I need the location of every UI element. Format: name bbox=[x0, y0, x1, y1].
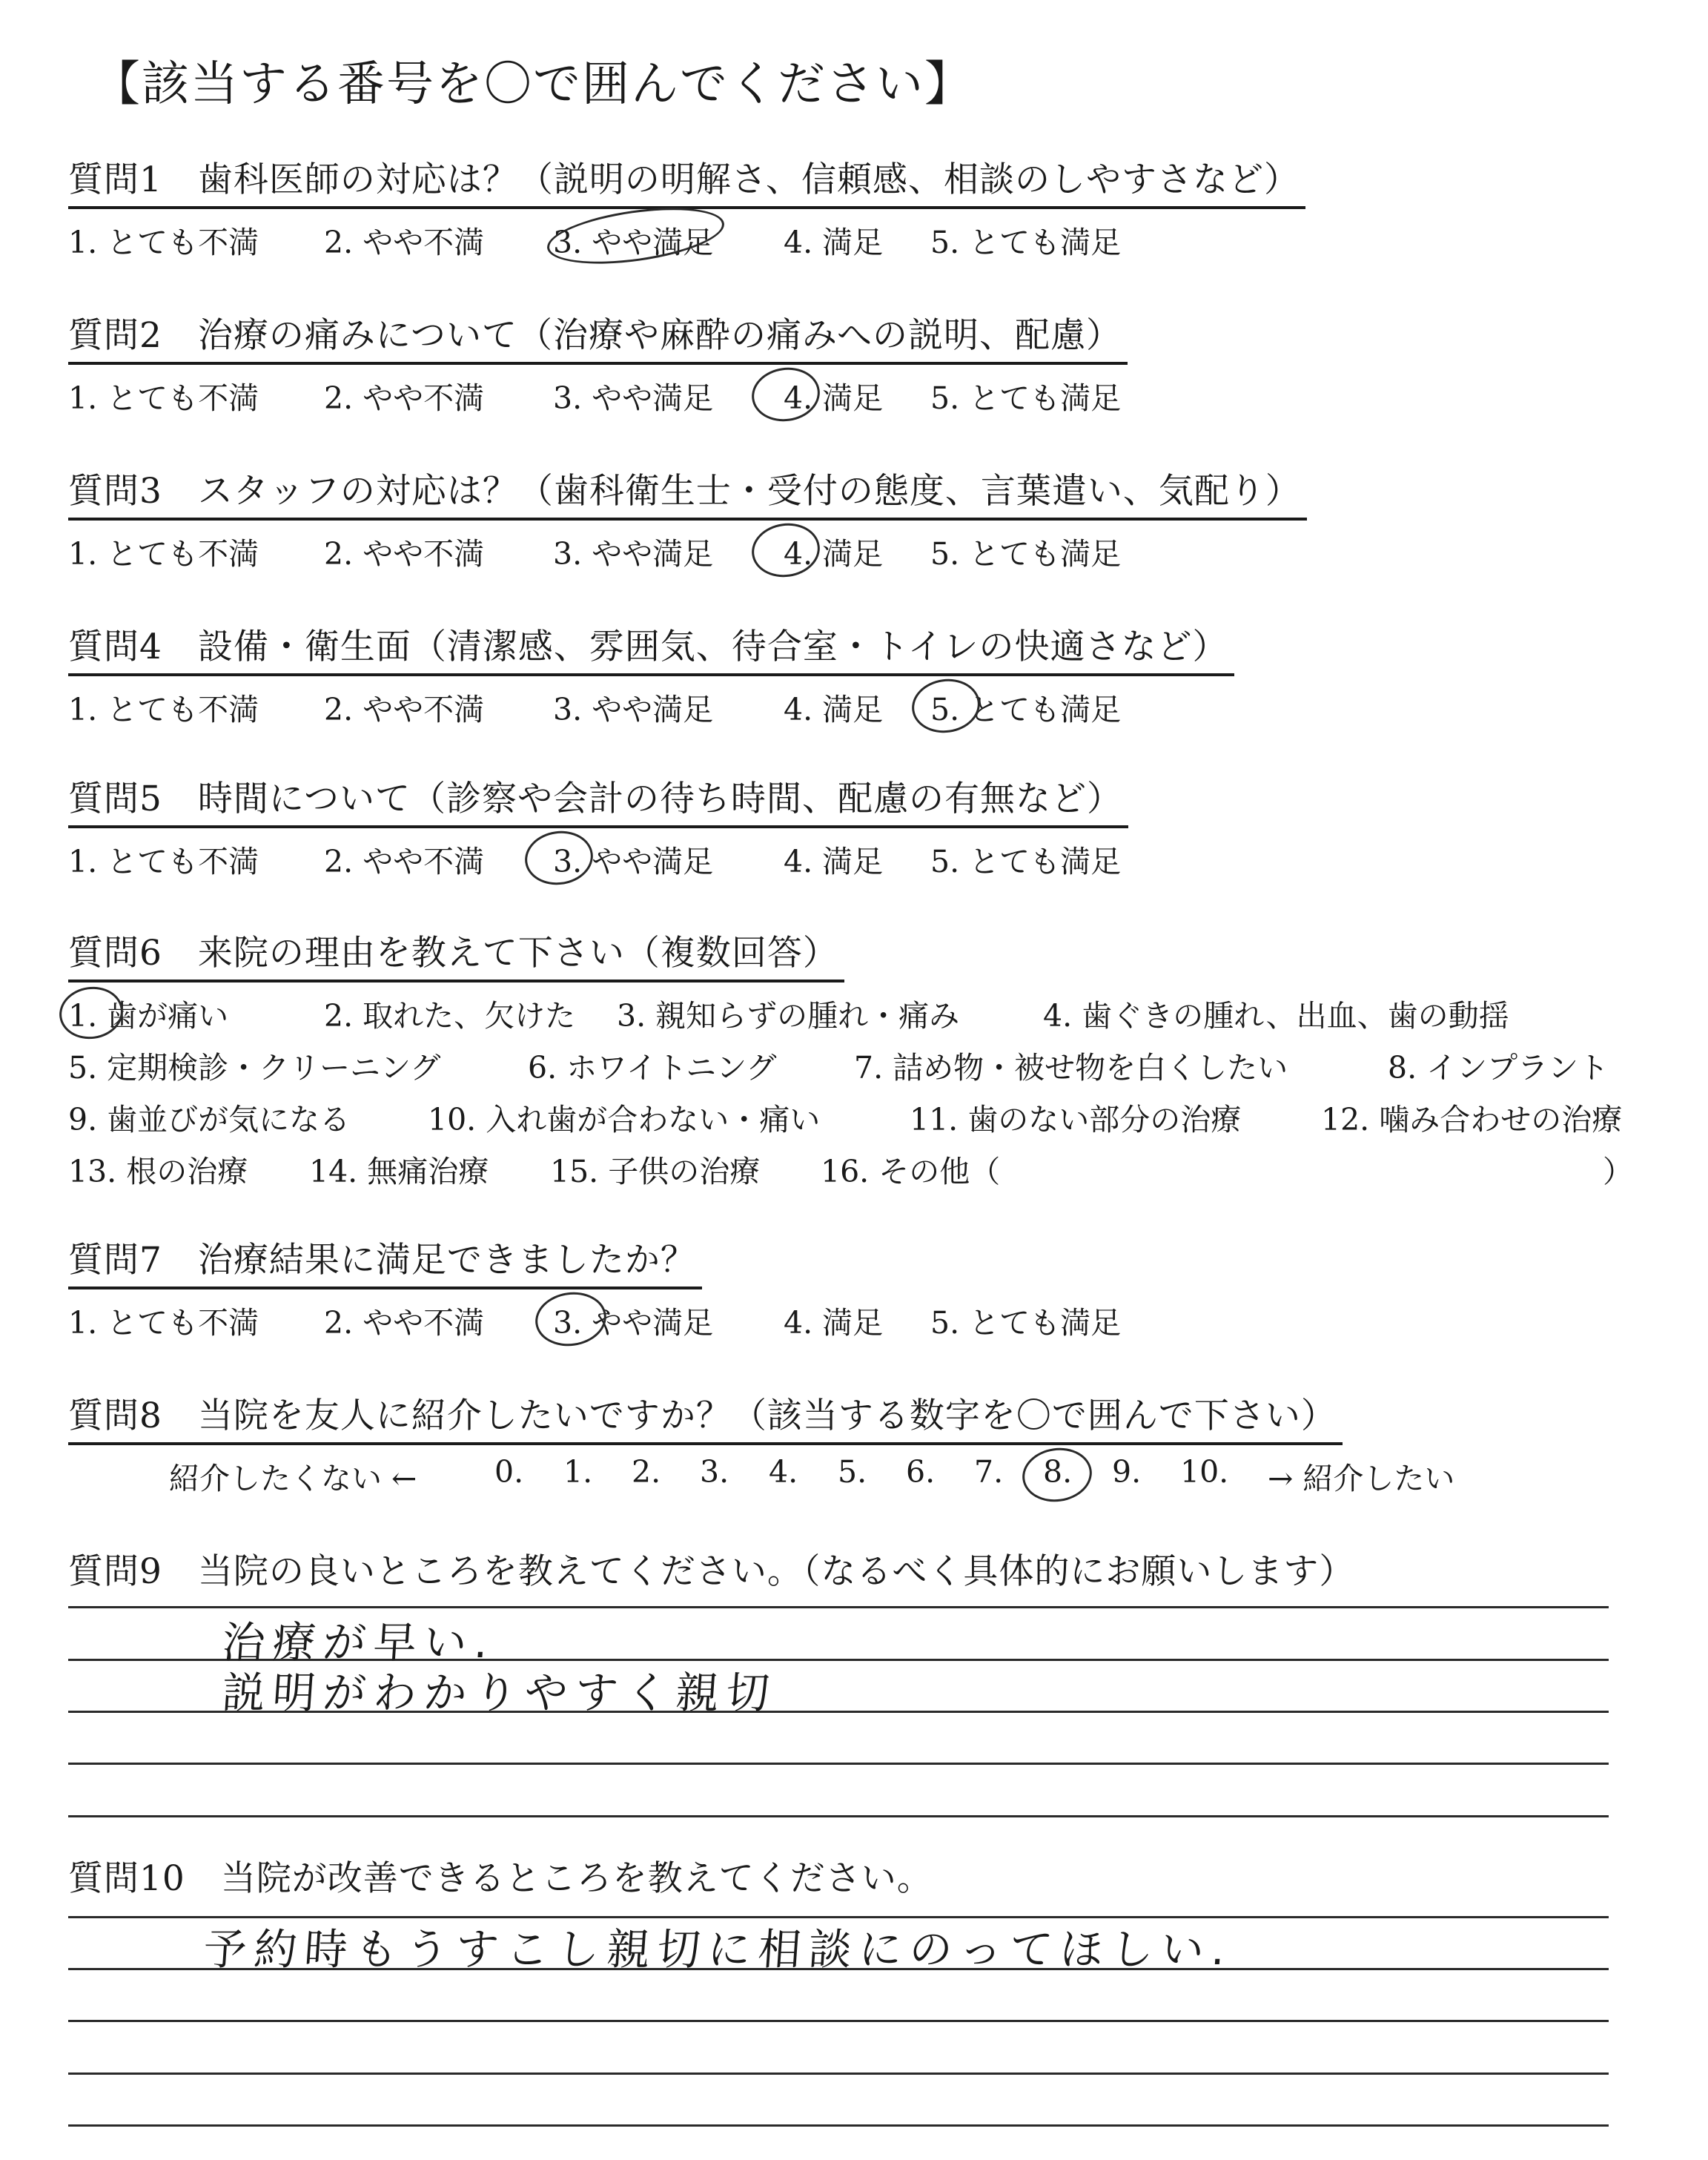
other-close-paren: ） bbox=[1603, 1154, 1633, 1189]
question-3 bbox=[68, 463, 1307, 581]
reason-option[interactable]: 12. 噛み合わせの治療 bbox=[1321, 1102, 1623, 1137]
question-text: スタッフの対応は？（歯科衛生士・受付の態度、言葉遣い、気配り） bbox=[197, 471, 1301, 512]
question-text: 時間について（診察や会計の待ち時間、配慮の有無など） bbox=[197, 779, 1122, 819]
handwritten-answer: 治療が早い. bbox=[220, 1617, 497, 1668]
question-text: 来院の理由を教えて下さい（複数回答） bbox=[197, 933, 838, 974]
question-title bbox=[68, 1232, 702, 1289]
question-number: 質問5 bbox=[68, 779, 162, 819]
choice-2[interactable]: 2. やや不満 bbox=[324, 1305, 485, 1341]
question-title bbox=[68, 308, 1128, 365]
scale-option[interactable]: 4. bbox=[769, 1454, 798, 1490]
scale-option[interactable]: 5. bbox=[838, 1454, 867, 1490]
question-5 bbox=[68, 771, 1128, 889]
question-title bbox=[68, 152, 1305, 209]
choice-3[interactable]: 3. やや満足 bbox=[553, 844, 714, 879]
choice-3[interactable]: 3. やや満足 bbox=[553, 1305, 714, 1341]
choice-row bbox=[68, 374, 1128, 426]
choice-1[interactable]: 1. とても不満 bbox=[68, 536, 259, 572]
question-7 bbox=[68, 1232, 1122, 1350]
question-title bbox=[68, 1851, 939, 1905]
scale-left-label: 紹介したくない ← bbox=[169, 1461, 417, 1496]
choice-1[interactable]: 1. とても不満 bbox=[68, 844, 259, 879]
answer-line bbox=[68, 2124, 1609, 2127]
choice-1[interactable]: 1. とても不満 bbox=[68, 225, 259, 260]
question-text: 当院を友人に紹介したいですか？（該当する数字を〇で囲んで下さい） bbox=[197, 1396, 1337, 1436]
choice-2[interactable]: 2. やや不満 bbox=[324, 536, 485, 572]
choice-1[interactable]: 1. とても不満 bbox=[68, 380, 259, 416]
answer-line bbox=[68, 2020, 1609, 2022]
reason-options bbox=[68, 991, 1633, 1199]
question-number: 質問3 bbox=[68, 471, 162, 512]
question-title bbox=[68, 463, 1307, 521]
choice-5[interactable]: 5. とても満足 bbox=[930, 1305, 1122, 1341]
choice-1[interactable]: 1. とても不満 bbox=[68, 692, 259, 727]
choice-3[interactable]: 3. やや満足 bbox=[553, 380, 714, 416]
circle-mark bbox=[543, 199, 727, 274]
choice-5[interactable]: 5. とても満足 bbox=[930, 844, 1122, 879]
question-number: 質問4 bbox=[68, 627, 162, 667]
reason-option[interactable]: 1. 歯が痛い bbox=[68, 998, 229, 1034]
reason-option[interactable]: 14. 無痛治療 bbox=[309, 1154, 489, 1189]
question-text: 当院の良いところを教えてください。（なるべく具体的にお願いします） bbox=[197, 1551, 1355, 1592]
question-title bbox=[68, 619, 1234, 676]
scale-option[interactable]: 8. bbox=[1043, 1454, 1073, 1490]
choice-4[interactable]: 4. 満足 bbox=[784, 844, 884, 879]
choice-row bbox=[68, 837, 1128, 889]
reason-option[interactable]: 11. 歯のない部分の治療 bbox=[910, 1102, 1242, 1137]
reason-option[interactable]: 5. 定期検診・クリーニング bbox=[68, 1050, 441, 1086]
question-text: 当院が改善できるところを教えてください。 bbox=[220, 1858, 933, 1899]
question-title bbox=[68, 771, 1128, 828]
question-number: 質問8 bbox=[68, 1396, 162, 1436]
reason-option[interactable]: 7. 詰め物・被せ物を白くしたい bbox=[854, 1050, 1288, 1086]
reason-option[interactable]: 16. その他（ bbox=[821, 1154, 1001, 1189]
choice-3[interactable]: 3. やや満足 bbox=[553, 225, 714, 260]
scale-option[interactable]: 7. bbox=[974, 1454, 1004, 1490]
question-number: 質問1 bbox=[68, 159, 162, 200]
choice-4[interactable]: 4. 満足 bbox=[784, 536, 884, 572]
reason-option[interactable]: 15. 子供の治療 bbox=[550, 1154, 761, 1189]
answer-line bbox=[68, 1763, 1609, 1765]
question-number: 質問10 bbox=[68, 1858, 185, 1899]
scale-option[interactable]: 9. bbox=[1112, 1454, 1142, 1490]
question-9 bbox=[68, 1544, 1360, 1598]
circle-mark bbox=[1019, 1444, 1095, 1506]
choice-row bbox=[68, 218, 1305, 270]
recommend-scale bbox=[68, 1454, 1455, 1506]
question-8 bbox=[68, 1388, 1455, 1506]
choice-4[interactable]: 4. 満足 bbox=[784, 225, 884, 260]
question-4 bbox=[68, 619, 1234, 737]
question-number: 質問6 bbox=[68, 933, 162, 974]
scale-option[interactable]: 2. bbox=[632, 1454, 661, 1490]
scale-option[interactable]: 10. bbox=[1180, 1454, 1229, 1490]
choice-2[interactable]: 2. やや不満 bbox=[324, 844, 485, 879]
question-text: 歯科医師の対応は？（説明の明解さ、信頼感、相談のしやすさなど） bbox=[197, 159, 1300, 200]
choice-5[interactable]: 5. とても満足 bbox=[930, 380, 1122, 416]
reason-option[interactable]: 8. インプラント bbox=[1388, 1050, 1609, 1086]
choice-4[interactable]: 4. 満足 bbox=[784, 692, 884, 727]
choice-4[interactable]: 4. 満足 bbox=[784, 1305, 884, 1341]
question-text: 設備・衛生面（清潔感、雰囲気、待合室・トイレの快適さなど） bbox=[197, 627, 1228, 667]
question-text: 治療の痛みについて（治療や麻酔の痛みへの説明、配慮） bbox=[197, 315, 1122, 356]
choice-3[interactable]: 3. やや満足 bbox=[553, 536, 714, 572]
page-header: 【該当する番号を〇で囲んでください】 bbox=[93, 57, 973, 112]
question-text: 治療結果に満足できましたか？ bbox=[197, 1240, 696, 1281]
reason-option[interactable]: 4. 歯ぐきの腫れ、出血、歯の動揺 bbox=[1043, 998, 1509, 1034]
scale-option[interactable]: 0. bbox=[494, 1454, 524, 1490]
scale-right-label: → 紹介したい bbox=[1268, 1461, 1455, 1496]
choice-5[interactable]: 5. とても満足 bbox=[930, 225, 1122, 260]
choice-2[interactable]: 2. やや不満 bbox=[324, 380, 485, 416]
question-title bbox=[68, 1544, 1360, 1598]
choice-3[interactable]: 3. やや満足 bbox=[553, 692, 714, 727]
reason-option[interactable]: 6. ホワイトニング bbox=[528, 1050, 777, 1086]
question-2 bbox=[68, 308, 1128, 426]
scale-option[interactable]: 1. bbox=[563, 1454, 593, 1490]
choice-5[interactable]: 5. とても満足 bbox=[930, 536, 1122, 572]
reason-option[interactable]: 9. 歯並びが気になる bbox=[68, 1102, 351, 1137]
question-number: 質問2 bbox=[68, 315, 162, 356]
reason-option[interactable]: 10. 入れ歯が合わない・痛い bbox=[428, 1102, 821, 1137]
question-number: 質問7 bbox=[68, 1240, 162, 1281]
answer-line bbox=[68, 2073, 1609, 2075]
question-title bbox=[68, 925, 844, 982]
question-number: 質問9 bbox=[68, 1551, 162, 1592]
handwritten-answer: 予約時もうすこし親切に相談にのってほしい. bbox=[202, 1924, 1234, 1975]
reason-option[interactable]: 13. 根の治療 bbox=[68, 1154, 248, 1189]
scale-option[interactable]: 3. bbox=[700, 1454, 729, 1490]
question-6 bbox=[68, 925, 1633, 1199]
question-1 bbox=[68, 152, 1305, 270]
question-title bbox=[68, 1388, 1343, 1445]
question-10 bbox=[68, 1851, 939, 1905]
scale-option[interactable]: 6. bbox=[906, 1454, 936, 1490]
choice-row bbox=[68, 1298, 1122, 1350]
choice-row bbox=[68, 685, 1234, 737]
reason-option[interactable]: 3. 親知らずの腫れ・痛み bbox=[617, 998, 960, 1034]
choice-4[interactable]: 4. 満足 bbox=[784, 380, 884, 416]
reason-option[interactable]: 2. 取れた、欠けた bbox=[324, 998, 576, 1034]
choice-1[interactable]: 1. とても不満 bbox=[68, 1305, 259, 1341]
choice-2[interactable]: 2. やや不満 bbox=[324, 225, 485, 260]
choice-row bbox=[68, 529, 1307, 581]
handwritten-answer: 説明がわかりやすく親切 bbox=[220, 1668, 779, 1718]
answer-line bbox=[68, 1815, 1609, 1817]
choice-5[interactable]: 5. とても満足 bbox=[930, 692, 1122, 727]
choice-2[interactable]: 2. やや不満 bbox=[324, 692, 485, 727]
